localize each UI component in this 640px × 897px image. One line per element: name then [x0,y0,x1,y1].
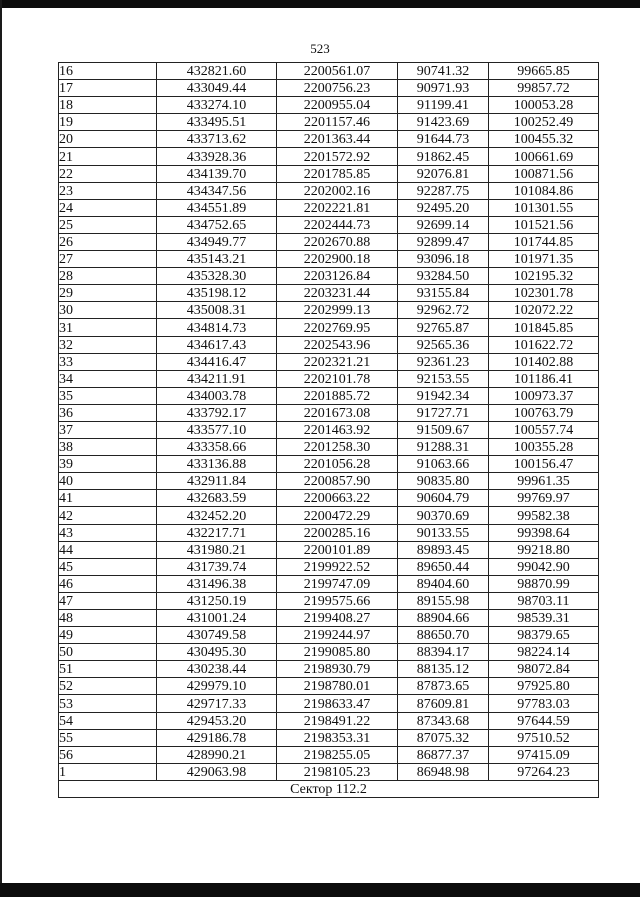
table-cell: 56 [59,746,157,763]
table-cell: 2201258.30 [277,439,398,456]
table-cell: 97783.03 [489,695,599,712]
table-cell: 101622.72 [489,336,599,353]
table-row [59,592,599,609]
table-cell: 101301.55 [489,199,599,216]
table-row [59,439,599,456]
table-cell: 2198930.79 [277,661,398,678]
table-cell: 52 [59,678,157,695]
table-cell: 2202769.95 [277,319,398,336]
table-row [59,268,599,285]
table-cell: 435143.21 [157,251,277,268]
table-cell: 430495.30 [157,644,277,661]
table-cell: 2200101.89 [277,541,398,558]
table-cell: 90971.93 [398,80,489,97]
table-cell: 16 [59,63,157,80]
table-cell: 97644.59 [489,712,599,729]
table-row [59,558,599,575]
table-cell: 101744.85 [489,233,599,250]
table-cell: 431739.74 [157,558,277,575]
table-cell: 2199575.66 [277,592,398,609]
table-cell: 434814.73 [157,319,277,336]
table-cell: 46 [59,575,157,592]
table-row [59,387,599,404]
scan-border-top [0,0,640,8]
table-cell: 29 [59,285,157,302]
table-cell: 100661.69 [489,148,599,165]
table-cell: 31 [59,319,157,336]
table-cell: 2200955.04 [277,97,398,114]
table-row [59,199,599,216]
table-cell: 2200561.07 [277,63,398,80]
table-cell: 99665.85 [489,63,599,80]
table-cell: 98703.11 [489,592,599,609]
table-cell: 2199244.97 [277,627,398,644]
table-row [59,251,599,268]
table-cell: 87873.65 [398,678,489,695]
table-cell: 51 [59,661,157,678]
table-cell: 101084.86 [489,182,599,199]
table-cell: 101845.85 [489,319,599,336]
table-cell: 88650.70 [398,627,489,644]
table-cell: 2202444.73 [277,216,398,233]
table-cell: 432683.59 [157,490,277,507]
table-row [59,421,599,438]
table-row [59,507,599,524]
table-row [59,678,599,695]
table-cell: 2202999.13 [277,302,398,319]
table-cell: 90835.80 [398,473,489,490]
table-cell: 90370.69 [398,507,489,524]
table-cell: 89650.44 [398,558,489,575]
table-cell: 2200285.16 [277,524,398,541]
table-cell: 433495.51 [157,114,277,131]
table-cell: 435008.31 [157,302,277,319]
table-cell: 2201885.72 [277,387,398,404]
table-cell: 2199408.27 [277,610,398,627]
table-cell: 20 [59,131,157,148]
table-cell: 2199747.09 [277,575,398,592]
table-cell: 100355.28 [489,439,599,456]
table-cell: 89893.45 [398,541,489,558]
table-cell: 89155.98 [398,592,489,609]
table-cell: 431001.24 [157,610,277,627]
table-cell: 35 [59,387,157,404]
table-cell: 91727.71 [398,404,489,421]
table-cell: 429979.10 [157,678,277,695]
table-cell: 87343.68 [398,712,489,729]
table-cell: 89404.60 [398,575,489,592]
table-cell: 92153.55 [398,370,489,387]
table-cell: 431980.21 [157,541,277,558]
table-cell: 433928.36 [157,148,277,165]
table-cell: 2201363.44 [277,131,398,148]
table-cell: 429717.33 [157,695,277,712]
table-cell: 100252.49 [489,114,599,131]
table-cell: 44 [59,541,157,558]
table-cell: 100973.37 [489,387,599,404]
table-cell: 431250.19 [157,592,277,609]
table-row [59,114,599,131]
table-cell: 100871.56 [489,165,599,182]
table-cell: 100557.74 [489,421,599,438]
table-cell: 91862.45 [398,148,489,165]
table-cell: 24 [59,199,157,216]
table-cell: 91199.41 [398,97,489,114]
table-cell: 2201572.92 [277,148,398,165]
table-cell: 99769.97 [489,490,599,507]
table-cell: 19 [59,114,157,131]
table-cell: 101402.88 [489,353,599,370]
table-cell: 33 [59,353,157,370]
table-cell: 98539.31 [489,610,599,627]
table-cell: 432821.60 [157,63,277,80]
table-row [59,182,599,199]
table-cell: 42 [59,507,157,524]
table-cell: 2202002.16 [277,182,398,199]
table-row [59,644,599,661]
table-cell: 2201463.92 [277,421,398,438]
table-cell: 37 [59,421,157,438]
table-row [59,80,599,97]
table-cell: 432452.20 [157,507,277,524]
table-cell: 45 [59,558,157,575]
table-cell: 99961.35 [489,473,599,490]
table-row [59,763,599,780]
table-cell: 41 [59,490,157,507]
table-cell: 88135.12 [398,661,489,678]
table-cell: 434617.43 [157,336,277,353]
table-row [59,729,599,746]
table-row [59,404,599,421]
table-cell: 54 [59,712,157,729]
table-cell: 91942.34 [398,387,489,404]
page-number: 523 [310,41,330,56]
table-cell: 434347.56 [157,182,277,199]
table-cell: 101186.41 [489,370,599,387]
table-row [59,148,599,165]
scan-border-left [0,0,2,897]
table-cell: 30 [59,302,157,319]
table-row [59,302,599,319]
table-cell: 2201673.08 [277,404,398,421]
table-cell: 2199085.80 [277,644,398,661]
table-row [59,353,599,370]
sector-caption: Сектор 112.2 [59,780,599,797]
table-row [59,524,599,541]
table-cell: 93155.84 [398,285,489,302]
table-cell: 98072.84 [489,661,599,678]
table-cell: 22 [59,165,157,182]
table-cell: 434211.91 [157,370,277,387]
table-row [59,285,599,302]
table-cell: 2203231.44 [277,285,398,302]
table-cell: 53 [59,695,157,712]
table-cell: 2201056.28 [277,456,398,473]
table-cell: 2200472.29 [277,507,398,524]
table-row [59,575,599,592]
table-cell: 2203126.84 [277,268,398,285]
table-cell: 43 [59,524,157,541]
table-cell: 2198105.23 [277,763,398,780]
table-cell: 99857.72 [489,80,599,97]
table-row [59,541,599,558]
table-cell: 93096.18 [398,251,489,268]
table-cell: 2198780.01 [277,678,398,695]
table-row [59,695,599,712]
table-cell: 40 [59,473,157,490]
table-cell: 2202543.96 [277,336,398,353]
table-row [59,319,599,336]
table-cell: 26 [59,233,157,250]
table-row [59,627,599,644]
table-cell: 429186.78 [157,729,277,746]
table-cell: 38 [59,439,157,456]
table-cell: 28 [59,268,157,285]
table-cell: 100763.79 [489,404,599,421]
table-row [59,165,599,182]
table-cell: 50 [59,644,157,661]
table-cell: 17 [59,80,157,97]
table-cell: 2200663.22 [277,490,398,507]
table-cell: 2202670.88 [277,233,398,250]
table-cell: 91288.31 [398,439,489,456]
table-cell: 435198.12 [157,285,277,302]
table-row [59,97,599,114]
table-cell: 91644.73 [398,131,489,148]
table-cell: 2202900.18 [277,251,398,268]
table-cell: 2198353.31 [277,729,398,746]
table-cell: 88394.17 [398,644,489,661]
table-cell: 92962.72 [398,302,489,319]
table-cell: 433577.10 [157,421,277,438]
table-cell: 433049.44 [157,80,277,97]
table-cell: 429453.20 [157,712,277,729]
table-cell: 91509.67 [398,421,489,438]
table-cell: 2198491.22 [277,712,398,729]
table-cell: 92361.23 [398,353,489,370]
table-cell: 1 [59,763,157,780]
table-cell: 92699.14 [398,216,489,233]
table-cell: 100455.32 [489,131,599,148]
table-cell: 86948.98 [398,763,489,780]
table-cell: 92076.81 [398,165,489,182]
table-cell: 434416.47 [157,353,277,370]
table-row [59,370,599,387]
table-cell: 99218.80 [489,541,599,558]
table-cell: 2198255.05 [277,746,398,763]
table-cell: 101521.56 [489,216,599,233]
table-cell: 102195.32 [489,268,599,285]
table-row [59,661,599,678]
table-cell: 2198633.47 [277,695,398,712]
coordinates-table [58,62,599,798]
table-row [59,712,599,729]
table-cell: 100053.28 [489,97,599,114]
table-cell: 92899.47 [398,233,489,250]
table-cell: 433713.62 [157,131,277,148]
table-cell: 23 [59,182,157,199]
table-cell: 2202101.78 [277,370,398,387]
table-cell: 2200857.90 [277,473,398,490]
table-cell: 434003.78 [157,387,277,404]
table-cell: 2201157.46 [277,114,398,131]
table-cell: 433136.88 [157,456,277,473]
table-cell: 97415.09 [489,746,599,763]
table-cell: 97510.52 [489,729,599,746]
table-row [59,610,599,627]
table-cell: 25 [59,216,157,233]
table-cell: 102301.78 [489,285,599,302]
table-cell: 88904.66 [398,610,489,627]
table-cell: 49 [59,627,157,644]
table-cell: 102072.22 [489,302,599,319]
table-cell: 2200756.23 [277,80,398,97]
table-row [59,336,599,353]
table-cell: 433274.10 [157,97,277,114]
table-row [59,490,599,507]
table-cell: 92287.75 [398,182,489,199]
table-cell: 434139.70 [157,165,277,182]
table-cell: 90133.55 [398,524,489,541]
table-cell: 99398.64 [489,524,599,541]
table-cell: 90741.32 [398,63,489,80]
table-cell: 90604.79 [398,490,489,507]
table-cell: 91423.69 [398,114,489,131]
table-cell: 433358.66 [157,439,277,456]
table-row [59,216,599,233]
table-cell: 2202221.81 [277,199,398,216]
table-cell: 435328.30 [157,268,277,285]
table-cell: 32 [59,336,157,353]
table-row [59,456,599,473]
table-cell: 47 [59,592,157,609]
table-cell: 55 [59,729,157,746]
table-cell: 432217.71 [157,524,277,541]
table-cell: 429063.98 [157,763,277,780]
table-cell: 430238.44 [157,661,277,678]
table-cell: 92495.20 [398,199,489,216]
table-cell: 434949.77 [157,233,277,250]
table-cell: 97264.23 [489,763,599,780]
coordinates-table-body [59,63,599,781]
table-cell: 39 [59,456,157,473]
table-cell: 2201785.85 [277,165,398,182]
table-cell: 430749.58 [157,627,277,644]
table-cell: 99042.90 [489,558,599,575]
table-cell: 428990.21 [157,746,277,763]
table-row [59,746,599,763]
table-cell: 91063.66 [398,456,489,473]
table-cell: 34 [59,370,157,387]
table-cell: 98379.65 [489,627,599,644]
table-cell: 48 [59,610,157,627]
table-cell: 36 [59,404,157,421]
table-cell: 434752.65 [157,216,277,233]
scan-border-bottom [0,883,640,897]
table-cell: 431496.38 [157,575,277,592]
table-cell: 434551.89 [157,199,277,216]
table-cell: 21 [59,148,157,165]
table-row [59,233,599,250]
table-cell: 92565.36 [398,336,489,353]
caption-row [59,780,599,797]
table-cell: 97925.80 [489,678,599,695]
table-cell: 101971.35 [489,251,599,268]
table-cell: 87609.81 [398,695,489,712]
table-cell: 98224.14 [489,644,599,661]
table-cell: 18 [59,97,157,114]
table-cell: 92765.87 [398,319,489,336]
table-cell: 86877.37 [398,746,489,763]
table-cell: 99582.38 [489,507,599,524]
table-cell: 27 [59,251,157,268]
table-cell: 93284.50 [398,268,489,285]
table-row [59,131,599,148]
table-row [59,63,599,80]
table-cell: 87075.32 [398,729,489,746]
table-cell: 2202321.21 [277,353,398,370]
table-row [59,473,599,490]
table-cell: 2199922.52 [277,558,398,575]
table-cell: 98870.99 [489,575,599,592]
table-cell: 432911.84 [157,473,277,490]
table-cell: 100156.47 [489,456,599,473]
table-cell: 433792.17 [157,404,277,421]
